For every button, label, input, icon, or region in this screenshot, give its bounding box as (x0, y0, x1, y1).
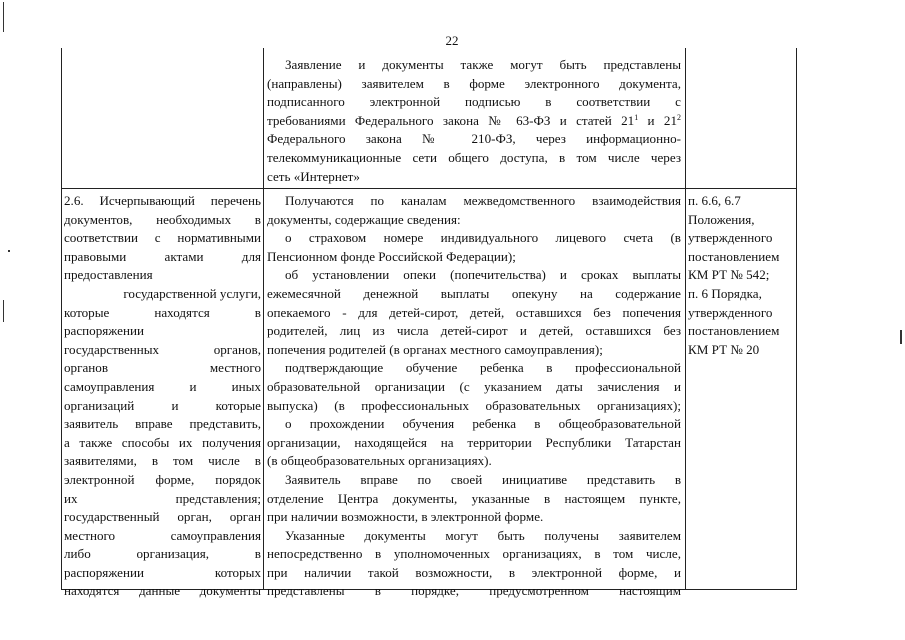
middle-cell-line: организации, находящейся на территории Республики Татарстан (267, 434, 681, 450)
page-number: 22 (445, 33, 459, 48)
left-cell-line: государственных органов, (64, 341, 261, 357)
left-cell-line: которые находятся в (64, 304, 261, 320)
table-border-right (796, 48, 797, 590)
top-cell-line: Федерального закона № 210-ФЗ, через информационно- (267, 131, 681, 147)
left-cell-line: государственной услуги, (123, 285, 261, 301)
table-border-col1 (263, 48, 264, 590)
line-fragment: и 21 (638, 112, 677, 128)
table-border-left (61, 48, 62, 590)
top-cell-line: подписанного электронной подписью в соответствии с (267, 94, 681, 110)
right-cell-line: КМ РТ № 542; (688, 267, 770, 283)
middle-cell-line: Пенсионном фонде Российской Федерации); (267, 248, 516, 264)
right-cell-line: утвержденного (688, 230, 773, 246)
middle-cell-line: представлены в порядке, предусмотренном настоящим (267, 583, 681, 599)
table-row-divider (61, 188, 797, 189)
left-cell-text (64, 192, 261, 601)
right-cell-line: постановлением (688, 323, 780, 339)
left-cell-line: их представления; (64, 490, 261, 506)
scan-mark-left-top (3, 2, 4, 32)
middle-cell-line: документы, содержащие сведения: (267, 211, 461, 227)
left-cell-line: распоряжении которых (64, 564, 261, 580)
middle-cell-line: родителей, лиц из числа детей-сирот и детей, оставшихся без (267, 323, 681, 339)
left-cell-line: соответствии с нормативными (64, 230, 261, 246)
left-cell-line: документов, необходимых в (64, 211, 261, 227)
top-cell-line: телекоммуникационные сети общего доступа, в том числе через (267, 149, 681, 165)
table-border-col2 (685, 48, 686, 590)
left-cell-line: заявителями, в том числе в (64, 453, 261, 469)
superscript: 1 (634, 112, 639, 122)
left-cell-line: правовыми актами для (64, 248, 261, 264)
middle-cell-line: Указанные документы могут быть получены заявителем (285, 527, 681, 543)
right-cell-line: постановлением (688, 248, 780, 264)
left-cell-line: предоставления (64, 267, 153, 283)
top-cell-line: сеть «Интернет» (267, 168, 360, 184)
middle-cell-line: опекаемого - для детей-сирот, детей, оставшихся без попечения (267, 304, 681, 320)
top-cell-line: (направлены) заявителем в форме электронного документа, (267, 75, 681, 91)
middle-cell-line: образовательной организации (с указанием даты зачисления и (267, 378, 681, 394)
left-cell-line: либо организация, в (64, 546, 261, 562)
right-cell-line: КМ РТ № 20 (688, 341, 760, 357)
middle-cell-line: выпуска) (в профессиональных образовательных организациях); (267, 397, 681, 413)
left-cell-line: заявитель вправе представить, (64, 416, 261, 432)
scan-mark-left-low (3, 300, 4, 322)
middle-cell-line: ежемесячной денежной выплаты опекуну на содержание (267, 285, 681, 301)
right-cell-text (688, 192, 794, 359)
left-cell-line: самоуправления и иных (64, 378, 261, 394)
top-cell-line (267, 112, 681, 131)
middle-cell-line: об установлении опеки (попечительства) и сроках выплаты (285, 267, 681, 283)
right-cell-line: Положения, (688, 211, 755, 227)
left-cell-line: электронной форме, порядок (64, 471, 261, 487)
left-cell-line: государственный орган, орган (64, 509, 261, 525)
superscript: 2 (677, 112, 681, 122)
middle-cell-line: подтверждающие обучение ребенка в профессиональной (285, 360, 681, 376)
left-cell-line: органов местного (64, 360, 261, 376)
middle-cell-line: (в общеобразовательных организациях). (267, 453, 492, 469)
middle-cell-line: о прохождении обучения ребенка в общеобразовательной (285, 416, 681, 432)
left-cell-line: находятся данные документы (64, 583, 261, 599)
left-cell-line: организаций и которые (64, 397, 261, 413)
middle-cell-line: Получаются по каналам межведомственного взаимодействия (285, 193, 681, 208)
left-cell-line: распоряжении (64, 323, 145, 339)
middle-cell-line: при наличии такой возможности, в электронной форме, и (267, 564, 681, 580)
scan-mark-right (900, 330, 902, 344)
left-cell-line: а также способы их получения (64, 434, 261, 450)
top-cell-text (267, 56, 681, 186)
middle-cell-line: непосредственно в уполномоченных организациях, в том числе, (267, 546, 681, 562)
top-cell-line: Заявление и документы также могут быть представлены (285, 57, 681, 72)
left-cell-line: 2.6. Исчерпывающий перечень (64, 193, 261, 208)
right-cell-line: п. 6.6, 6.7 (688, 193, 741, 208)
middle-cell-line: отделение Центра документы, указанные в настоящем пункте, (267, 490, 681, 506)
middle-cell-text (267, 192, 681, 601)
middle-cell-line: при наличии возможности, в электронной форме. (267, 509, 544, 525)
middle-cell-line: о страховом номере индивидуального лицевого счета (в (285, 230, 681, 246)
right-cell-line: утвержденного (688, 304, 773, 320)
scan-mark-left-mid (8, 250, 10, 252)
middle-cell-line: попечения родителей (в органах местного самоуправления); (267, 341, 603, 357)
line-fragment: требованиями Федерального закона № 63-ФЗ и статей 21 (267, 112, 635, 128)
middle-cell-line: Заявитель вправе по своей инициативе представить в (285, 471, 681, 487)
left-cell-line: местного самоуправления (64, 527, 261, 543)
right-cell-line: п. 6 Порядка, (688, 285, 762, 301)
